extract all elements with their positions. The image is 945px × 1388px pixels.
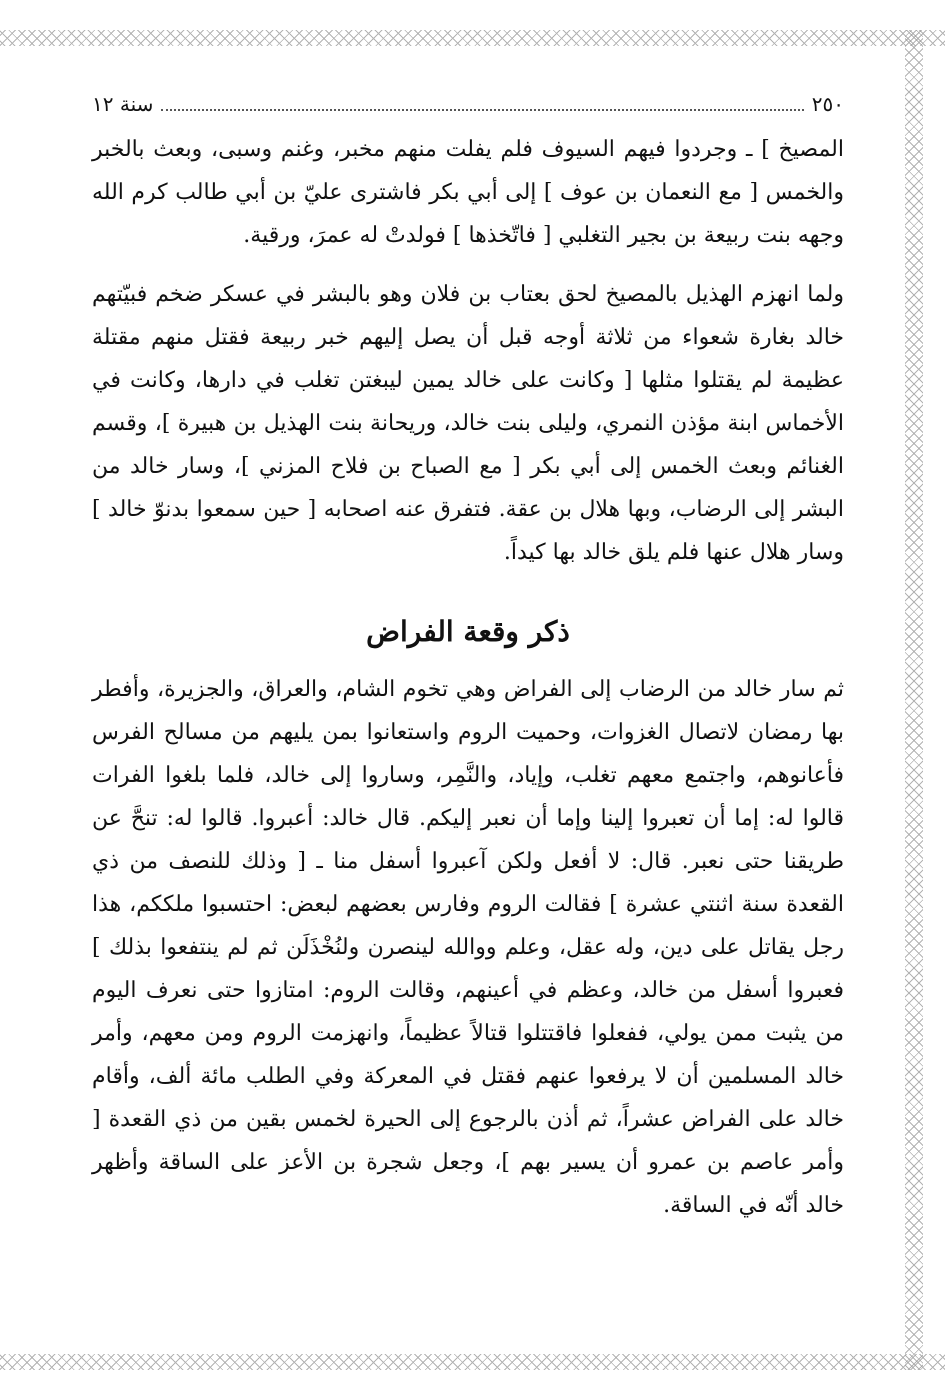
- header-dotted-leader: [161, 109, 803, 111]
- paragraph: ولما انهزم الهذيل بالمصيخ لحق بعتاب بن فلان وهو بالبشر في عسكر ضخم فبيّتهم خالد بغارة شعواء من ثلاثة أوجه قبل أن يصل إليهم خبر ربيعة فقتل منهم مقتلة عظيمة لم يقتلوا مثلها [ وكانت على خالد يمين ليبغتن تغلب في دارها، وكانت في الأخماس ابنة مؤذن النمري، وليلى بنت خالد، وريحانة بنت الهذيل بن هبيرة ]، وقسم الغنائم وبعث الخمس إلى أبي بكر [ مع الصباح بن فلاح المزني ]، وسار خالد من البشر إلى الرضاب، وبها هلال بن عقة. فتفرق عنه اصحابه [ حين سمعوا بدنوّ خالد ] وسار هلال عنها فلم يلق خالد بها كيداً.: [92, 282, 845, 565]
- decorative-bottom-border: [0, 1354, 945, 1370]
- book-page: [92, 92, 844, 1227]
- paragraph: المصيخ ] ـ وجردوا فيهم السيوف فلم يفلت منهم مخبر، وغنم وسبى، وبعث بالخبر والخمس [ مع النعمان بن عوف ] إلى أبي بكر فاشترى عليّ بن أبي طالب كرم الله وجهه بنت ربيعة بن بجير التغلبي [ فاتّخذها ] فولدتْ له عمرَ، ورقية.: [92, 137, 844, 248]
- running-head-year: سنة ١٢: [92, 92, 154, 116]
- page-header: [92, 92, 844, 128]
- decorative-top-border: [0, 30, 945, 46]
- paragraph: ثم سار خالد من الرضاب إلى الفراض وهي تخوم الشام، والعراق، والجزيرة، وأفطر بها رمضان لاتصال الغزوات، وحميت الروم واستعانوا بمن يليهم من مسالح الفرس فأعانوهم، واجتمع معهم تغلب، وإياد، والنَّمِر، وساروا إلى خالد، فلما بلغوا الفرات قالوا له: إما أن تعبروا إلينا وإما أن نعبر إليكم. قال خالد: أعبروا. قالوا له: تنحَّ عن طريقنا حتى نعبر. قال: لا أفعل ولكن آعبروا أسفل منا ـ [ وذلك للنصف من ذي القعدة سنة اثنتي عشرة ] فقالت الروم وفارس بعضهم لبعض: احتسبوا ملككم، هذا رجل يقاتل على دين، وله عقل، وعلم ووالله لينصرن ولنُخْذَلَن ثم لم ينتفعوا بذلك ] فعبروا أسفل من خالد، وعظم في أعينهم، وقالت الروم: امتازوا حتى نعرف اليوم من يثبت ممن يولي، ففعلوا فاقتتلوا قتالاً عظيماً، وانهزمت الروم ومن معهم، وأمر خالد المسلمين أن لا يرفعوا عنهم فقتل في المعركة وفي الطلب مائة ألف، وأقام خالد على الفراض عشراً، ثم أذن بالرجوع إلى الحيرة لخمس بقين من ذي القعدة [ وأمر عاصم بن عمرو أن يسير بهم ]، وجعل شجرة بن الأعز على الساقة وأظهر خالد أنّه في الساقة.: [92, 677, 844, 1218]
- decorative-right-border: [905, 30, 923, 1370]
- page-number: ٢٥٠: [811, 92, 844, 116]
- section-title: ذكر وقعة الفراض: [366, 615, 570, 648]
